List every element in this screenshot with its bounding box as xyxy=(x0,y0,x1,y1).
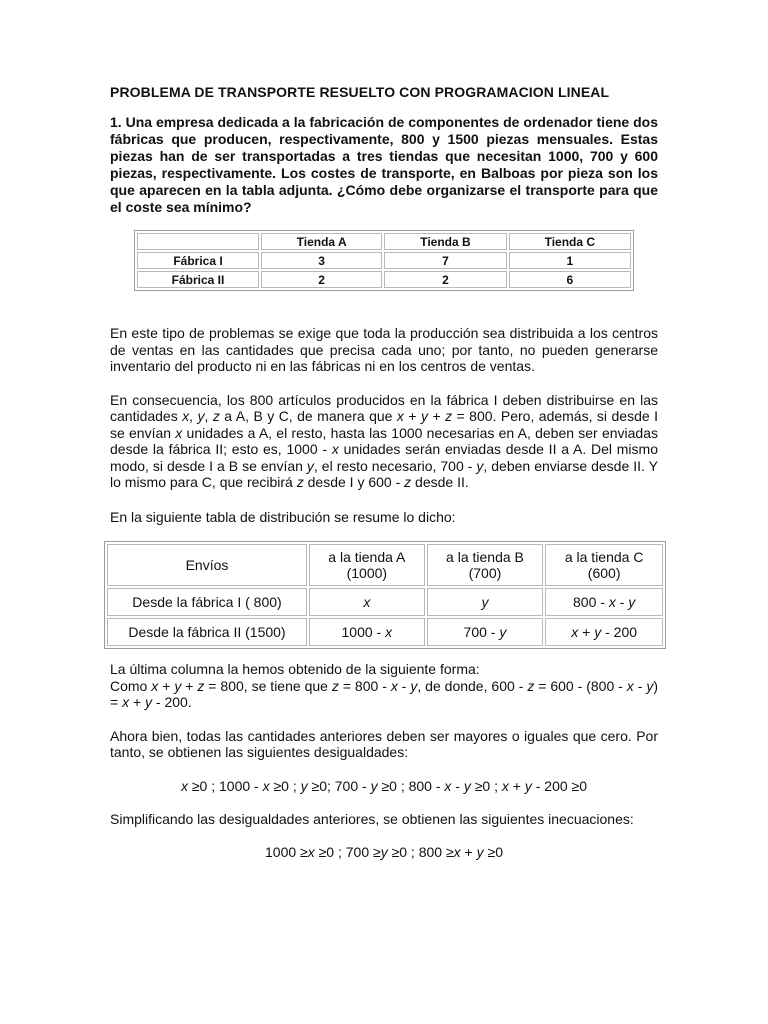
distribution-row xyxy=(107,588,663,616)
dist-header-cell: Envíos xyxy=(107,544,307,586)
cost-cell: 7 xyxy=(384,252,506,269)
cost-header-cell: Tienda C xyxy=(509,233,631,250)
cost-cell: 1 xyxy=(509,252,631,269)
dist-header-cell: a la tienda B (700) xyxy=(427,544,544,586)
distribution-table xyxy=(104,541,666,649)
cost-table-row xyxy=(137,252,631,269)
cost-header-cell xyxy=(137,233,259,250)
dist-header-cell: a la tienda C (600) xyxy=(545,544,663,586)
cost-table-row xyxy=(137,271,631,288)
cost-cell: 3 xyxy=(261,252,382,269)
dist-row-label: Desde la fábrica II (1500) xyxy=(107,618,307,646)
paragraph-3: En la siguiente tabla de distribución se resume lo dicho: xyxy=(110,508,456,525)
paragraph-5: Ahora bien, todas las cantidades anteriores deben ser mayores o iguales que cero. Por tanto, se obtienen las siguientes desigualdades: xyxy=(110,727,658,760)
paragraph-1: En este tipo de problemas se exige que toda la producción sea distribuida a los centros de ventas en las cantidades que precisa cada uno; por tanto, no pueden generarse inventario del producto ni en las fábricas ni en los centros de ventas. xyxy=(110,325,658,374)
inequalities-1: x ≥0 ; 1000 - x ≥0 ; y ≥0; 700 - y ≥0 ; 800 - x - y ≥0 ; x + y - 200 ≥0 xyxy=(180,777,588,794)
cost-table xyxy=(134,230,634,291)
dist-header-cell: a la tienda A (1000) xyxy=(309,544,425,586)
dist-row-label: Desde la fábrica I ( 800) xyxy=(107,588,307,616)
dist-cell: y xyxy=(427,588,544,616)
dist-cell: 700 - y xyxy=(427,618,544,646)
cost-table-header-row xyxy=(137,233,631,250)
cost-cell: 2 xyxy=(261,271,382,288)
paragraph-4: La última columna la hemos obtenido de la siguiente forma: Como x + y + z = 800, se tiene que z = 800 - x - y, de donde, 600 - z = 600 - (800 - x - y) = x + y - 200. xyxy=(110,661,658,710)
paragraph-6: Simplificando las desigualdades anteriores, se obtienen las siguientes inecuaciones: xyxy=(110,810,634,827)
cost-cell: 6 xyxy=(509,271,631,288)
cost-header-cell: Tienda A xyxy=(261,233,382,250)
paragraph-2: En consecuencia, los 800 artículos producidos en la fábrica I deben distribuirse en las cantidades x, y, z a A, B y C, de manera que x + y + z = 800. Pero, además, si desde I se envían x unidades a A, el resto, hasta las 1000 necesarias en A, deben ser enviadas desde la fábrica II; esto es, 1000 - x unidades serán enviadas desde II a A. Del mismo modo, si desde I a B se envían y, el resto necesario, 700 - y, deben enviarse desde II. Y lo mismo para C, que recibirá z desde I y 600 - z desde II. xyxy=(110,391,658,490)
dist-cell: 1000 - x xyxy=(309,618,425,646)
distribution-row xyxy=(107,618,663,646)
document-page xyxy=(110,84,658,860)
problem-statement: 1. Una empresa dedicada a la fabricación de componentes de ordenador tiene dos fábricas que producen, respectivamente, 800 y 1500 piezas mensuales. Estas piezas han de ser transportadas a tres tiendas que necesitan 1000, 700 y 600 piezas, respectivamente. Los costes de transporte, en Balboas por pieza son los que aparecen en la tabla adjunta. ¿Cómo debe organizarse el transporte para que el coste sea mínimo? xyxy=(110,114,658,215)
cost-cell: 2 xyxy=(384,271,506,288)
document-title: PROBLEMA DE TRANSPORTE RESUELTO CON PROGRAMACION LINEAL xyxy=(110,84,610,100)
dist-cell: x xyxy=(309,588,425,616)
distribution-header-row xyxy=(107,544,663,586)
cost-cell: Fábrica I xyxy=(137,252,259,269)
dist-cell: 800 - x - y xyxy=(545,588,663,616)
cost-cell: Fábrica II xyxy=(137,271,259,288)
dist-cell: x + y - 200 xyxy=(545,618,663,646)
cost-header-cell: Tienda B xyxy=(384,233,506,250)
inequalities-2: 1000 ≥x ≥0 ; 700 ≥y ≥0 ; 800 ≥x + y ≥0 xyxy=(265,844,503,860)
